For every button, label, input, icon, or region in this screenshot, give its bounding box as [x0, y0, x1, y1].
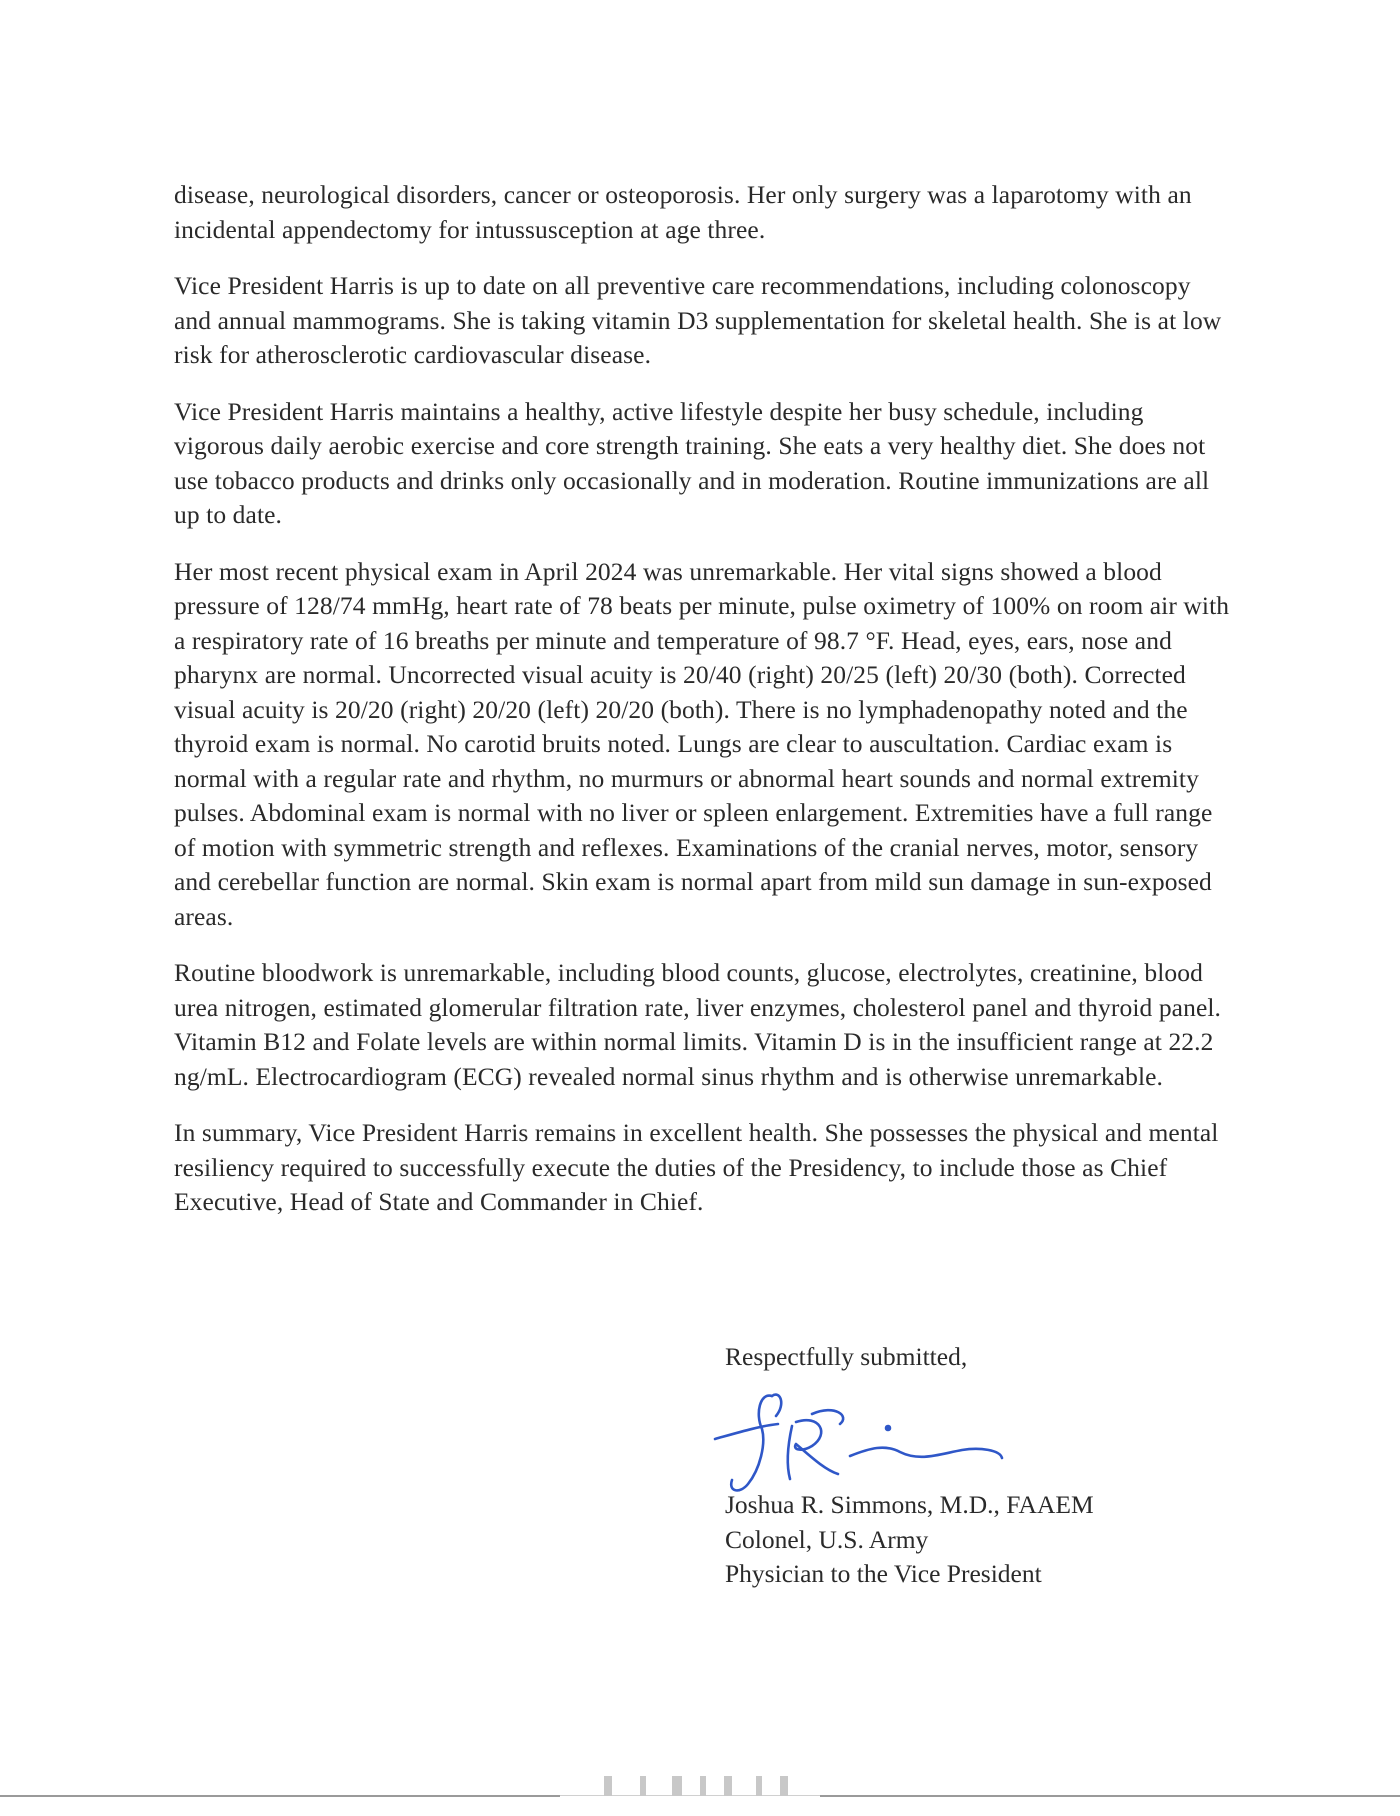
scan-edge-line-right	[820, 1795, 1400, 1797]
paragraph-preventive-care: Vice President Harris is up to date on all preventive care recommendations, including colonoscopy and annual mammograms. She is taking vitamin D3 supplementation for skeletal health. She is at low risk for atherosclerotic cardiovascular disease.	[174, 271, 1222, 369]
signer-rank: Colonel, U.S. Army	[725, 1524, 929, 1554]
scan-artifact	[724, 1776, 732, 1796]
paragraph-history: disease, neurological disorders, cancer or osteoporosis. Her only surgery was a laparotomy with an incidental appendectomy for intussusception at age three.	[174, 180, 1192, 244]
handwritten-signature	[700, 1384, 1020, 1504]
paragraph-physical-exam: Her most recent physical exam in April 2024 was unremarkable. Her vital signs showed a blood pressure of 128/74 mmHg, heart rate of 78 beats per minute, pulse oximetry of 100% on room air with a respiratory rate of 16 breaths per minute and temperature of 98.7 °F. Head, eyes, ears, nose and pharynx are normal. Uncorrected visual acuity is 20/40 (right) 20/25 (left) 20/30 (both). Corrected visual acuity is 20/20 (right) 20/20 (left) 20/20 (both). There is no lymphadenopathy noted and the thyroid exam is normal. No carotid bruits noted. Lungs are clear to auscultation. Cardiac exam is normal with a regular rate and rhythm, no murmurs or abnormal heart sounds and normal extremity pulses. Abdominal exam is normal with no liver or spleen enlargement. Extremities have a full range of motion with symmetric strength and reflexes. Examinations of the cranial nerves, motor, sensory and cerebellar function are normal. Skin exam is normal apart from mild sun damage in sun-exposed areas.	[174, 556, 1230, 931]
signer-name: Joshua R. Simmons, M.D., FAAEM	[725, 1490, 1094, 1519]
scan-artifact	[700, 1776, 706, 1796]
scan-artifact	[756, 1776, 762, 1796]
paragraph-bloodwork: Routine bloodwork is unremarkable, including blood counts, glucose, electrolytes, creatinine, blood urea nitrogen, estimated glomerular filtration rate, liver enzymes, cholesterol panel and thyroid panel. Vitamin B12 and Folate levels are within normal limits. Vitamin D is in the insufficient range at 22.2 ng/mL. Electrocardiogram (ECG) revealed normal sinus rhythm and is otherwise unremarkable.	[174, 958, 1222, 1091]
paragraph-summary: In summary, Vice President Harris remains in excellent health. She possesses the physical and mental resiliency required to successfully execute the duties of the Presidency, to include those as Chief Executive, Head of State and Commander in Chief.	[174, 1118, 1219, 1216]
scan-artifact	[672, 1776, 682, 1796]
signer-title: Physician to the Vice President	[725, 1559, 1042, 1588]
paragraph-lifestyle: Vice President Harris maintains a healthy, active lifestyle despite her busy schedule, including vigorous daily aerobic exercise and core strength training. She eats a very healthy diet. She does not use tobacco products and drinks only occasionally and in moderation. Routine immunizations are all up to date.	[174, 396, 1210, 529]
closing-line: Respectfully submitted,	[725, 1342, 968, 1371]
scan-artifact	[780, 1776, 788, 1796]
scan-edge-line-left	[0, 1795, 560, 1797]
scan-artifact	[604, 1776, 612, 1796]
letter-body	[174, 178, 1230, 1242]
signature-block	[725, 1488, 1245, 1592]
scan-artifact	[640, 1776, 646, 1796]
